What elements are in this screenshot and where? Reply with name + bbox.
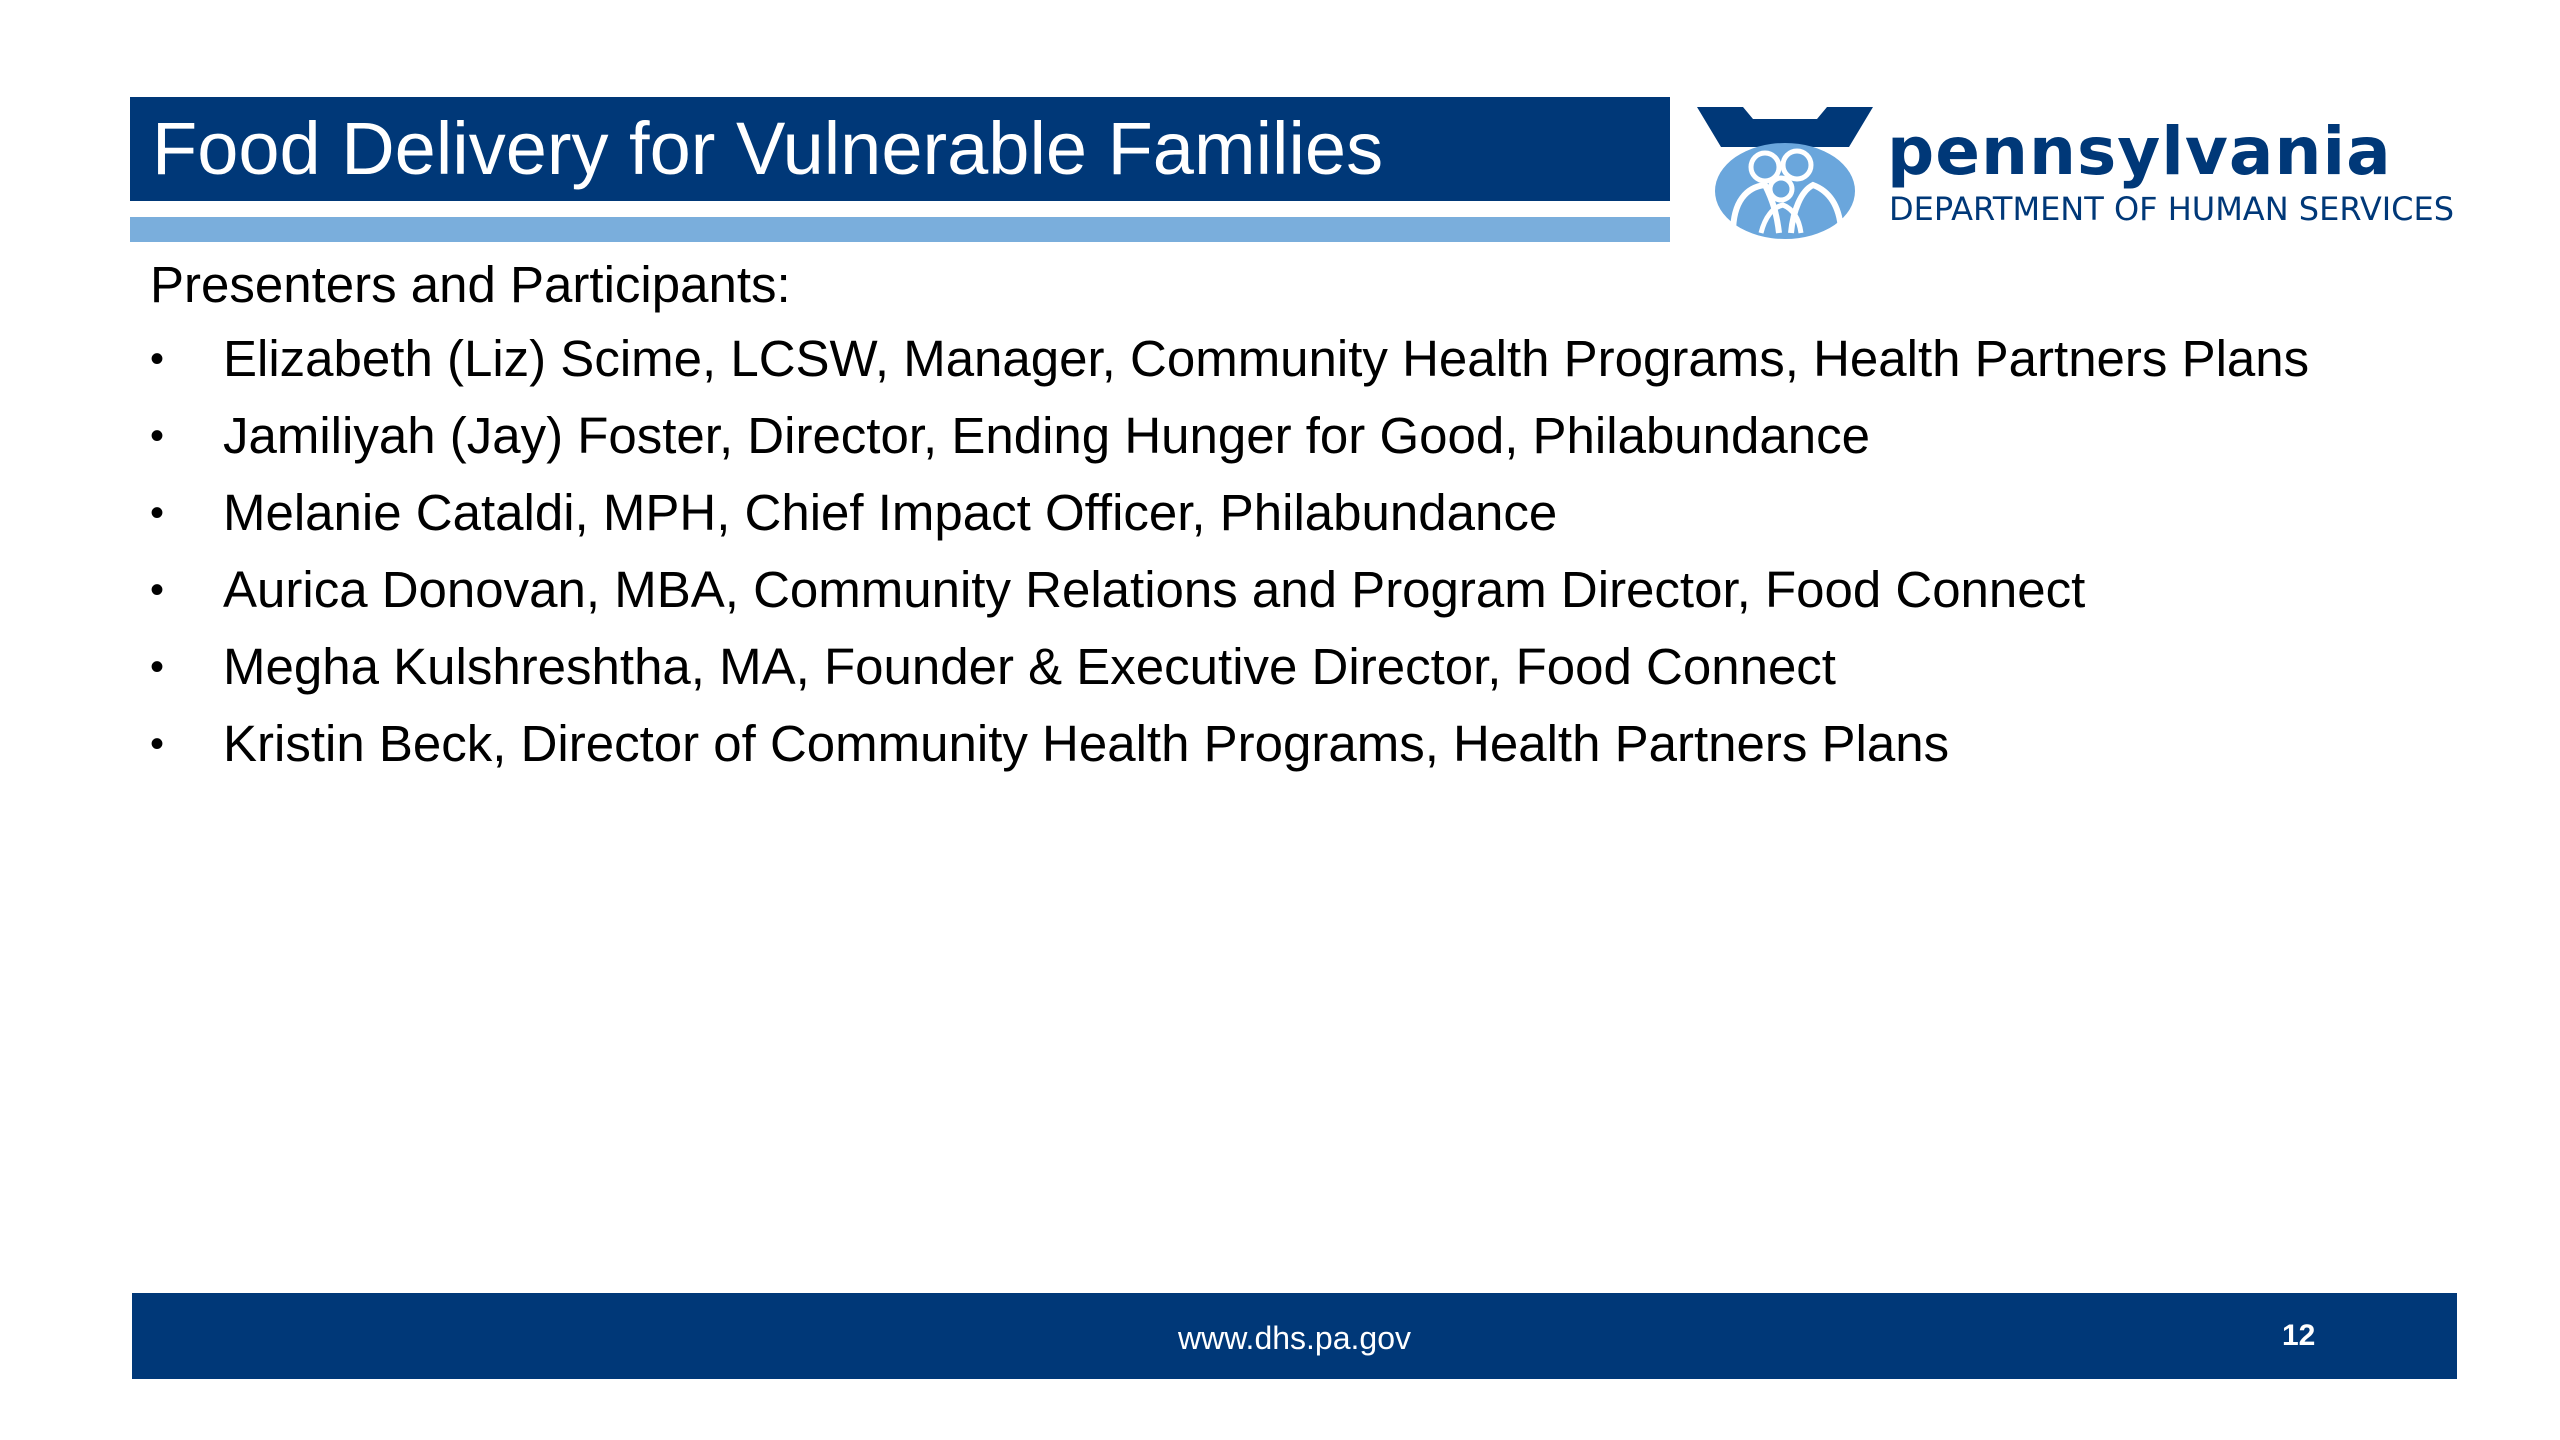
slide-title-bar [130,97,1670,201]
bullet-icon: • [150,337,165,381]
participant-text: Jamiliyah (Jay) Foster, Director, Ending Hunger for Good, Philabundance [223,407,1870,464]
bullet-icon: • [150,645,165,689]
pa-dhs-logo [1695,105,2545,240]
slide-title: Food Delivery for Vulnerable Families [152,107,1384,190]
list-item [150,558,2350,622]
participants-heading: Presenters and Participants: [150,256,791,313]
bullet-icon: • [150,491,165,535]
bullet-icon: • [150,568,165,612]
participant-text: Aurica Donovan, MBA, Community Relations and Program Director, Food Connect [223,561,2086,618]
list-item [150,712,2350,776]
page-number: 12 [2282,1319,2316,1352]
footer-bar [132,1293,2457,1379]
bullet-icon: • [150,414,165,458]
participant-text: Megha Kulshreshtha, MA, Founder & Executive Director, Food Connect [223,638,1836,695]
title-underline-stripe [130,217,1670,242]
list-item [150,635,2350,699]
participant-text: Kristin Beck, Director of Community Health Programs, Health Partners Plans [223,715,1950,772]
list-item [150,481,2350,545]
participant-text: Elizabeth (Liz) Scime, LCSW, Manager, Community Health Programs, Health Partners Plans [223,330,2310,387]
list-item [150,404,2350,468]
logo-department-name: DEPARTMENT OF HUMAN SERVICES [1889,190,2455,228]
logo-wordmark: pennsylvania [1887,113,2392,190]
footer-website-link[interactable]: www.dhs.pa.gov [1177,1320,1411,1356]
list-item [150,327,2350,391]
keystone-family-icon [1695,105,1875,240]
bullet-icon: • [150,722,165,766]
participants-list [150,327,2350,789]
participant-text: Melanie Cataldi, MPH, Chief Impact Officer, Philabundance [223,484,1558,541]
